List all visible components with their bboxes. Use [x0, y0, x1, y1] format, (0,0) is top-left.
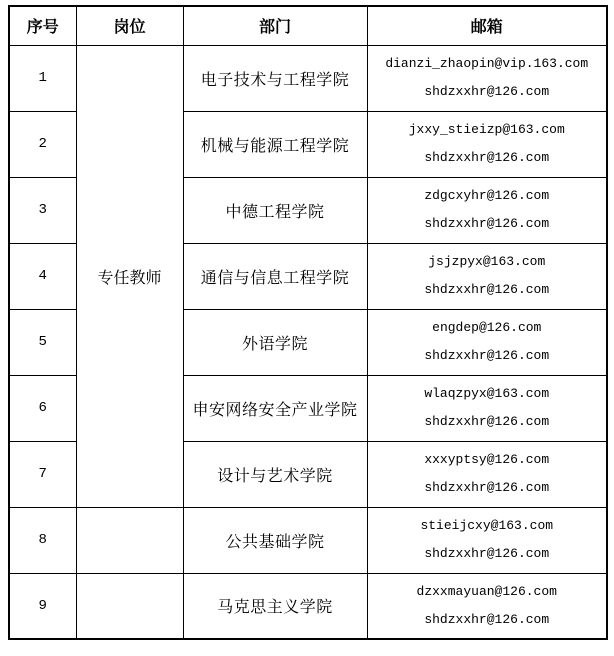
email-cell	[367, 177, 607, 243]
email-address-primary: stieijcxy@163.com	[420, 518, 554, 533]
email-address-secondary: shdzxxhr@126.com	[424, 611, 550, 627]
column-header-position: 岗位	[76, 6, 183, 45]
email-address-secondary: shdzxxhr@126.com	[424, 348, 550, 363]
department-cell: 通信与信息工程学院	[183, 243, 367, 309]
table-header-row	[9, 6, 607, 45]
email-address-secondary: shdzxxhr@126.com	[424, 546, 550, 561]
serial-cell: 4	[9, 243, 76, 309]
column-header-serial: 序号	[9, 6, 76, 45]
position-cell-empty	[76, 507, 183, 573]
email-cell	[367, 441, 607, 507]
email-cell	[367, 45, 607, 111]
email-cell	[367, 111, 607, 177]
position-cell-merged: 专任教师	[76, 45, 183, 507]
email-address-primary: engdep@126.com	[432, 320, 542, 335]
department-cell: 马克思主义学院	[183, 573, 367, 639]
email-address-secondary: shdzxxhr@126.com	[424, 282, 550, 297]
email-cell	[367, 375, 607, 441]
email-cell	[367, 243, 607, 309]
table-row	[9, 45, 607, 111]
email-address-secondary: shdzxxhr@126.com	[424, 84, 550, 99]
email-address-primary: dianzi_zhaopin@vip.163.com	[385, 56, 589, 71]
serial-cell: 7	[9, 441, 76, 507]
serial-cell: 3	[9, 177, 76, 243]
serial-cell: 2	[9, 111, 76, 177]
department-cell: 机械与能源工程学院	[183, 111, 367, 177]
email-address-primary: jsjzpyx@163.com	[428, 254, 546, 269]
position-cell-empty	[76, 573, 183, 639]
department-cell: 电子技术与工程学院	[183, 45, 367, 111]
serial-cell: 9	[9, 573, 76, 639]
email-address-secondary: shdzxxhr@126.com	[424, 216, 550, 231]
department-cell: 中德工程学院	[183, 177, 367, 243]
table-row	[9, 573, 607, 639]
department-cell: 设计与艺术学院	[183, 441, 367, 507]
email-address-primary: wlaqzpyx@163.com	[424, 386, 550, 401]
email-address-primary: dzxxmayuan@126.com	[416, 583, 557, 599]
email-address-secondary: shdzxxhr@126.com	[424, 480, 550, 495]
recruitment-contact-table	[8, 5, 608, 640]
email-address-primary: xxxyptsy@126.com	[424, 452, 550, 467]
column-header-department: 部门	[183, 6, 367, 45]
serial-cell: 1	[9, 45, 76, 111]
department-cell: 公共基础学院	[183, 507, 367, 573]
email-cell	[367, 573, 607, 639]
email-address-secondary: shdzxxhr@126.com	[424, 150, 550, 165]
department-cell: 申安网络安全产业学院	[183, 375, 367, 441]
email-address-primary: jxxy_stieizp@163.com	[408, 122, 565, 137]
serial-cell: 5	[9, 309, 76, 375]
email-address-secondary: shdzxxhr@126.com	[424, 414, 550, 429]
email-cell	[367, 309, 607, 375]
email-address-primary: zdgcxyhr@126.com	[424, 188, 550, 203]
department-cell: 外语学院	[183, 309, 367, 375]
column-header-email: 邮箱	[367, 6, 607, 45]
serial-cell: 6	[9, 375, 76, 441]
serial-cell: 8	[9, 507, 76, 573]
table-row	[9, 507, 607, 573]
email-cell	[367, 507, 607, 573]
